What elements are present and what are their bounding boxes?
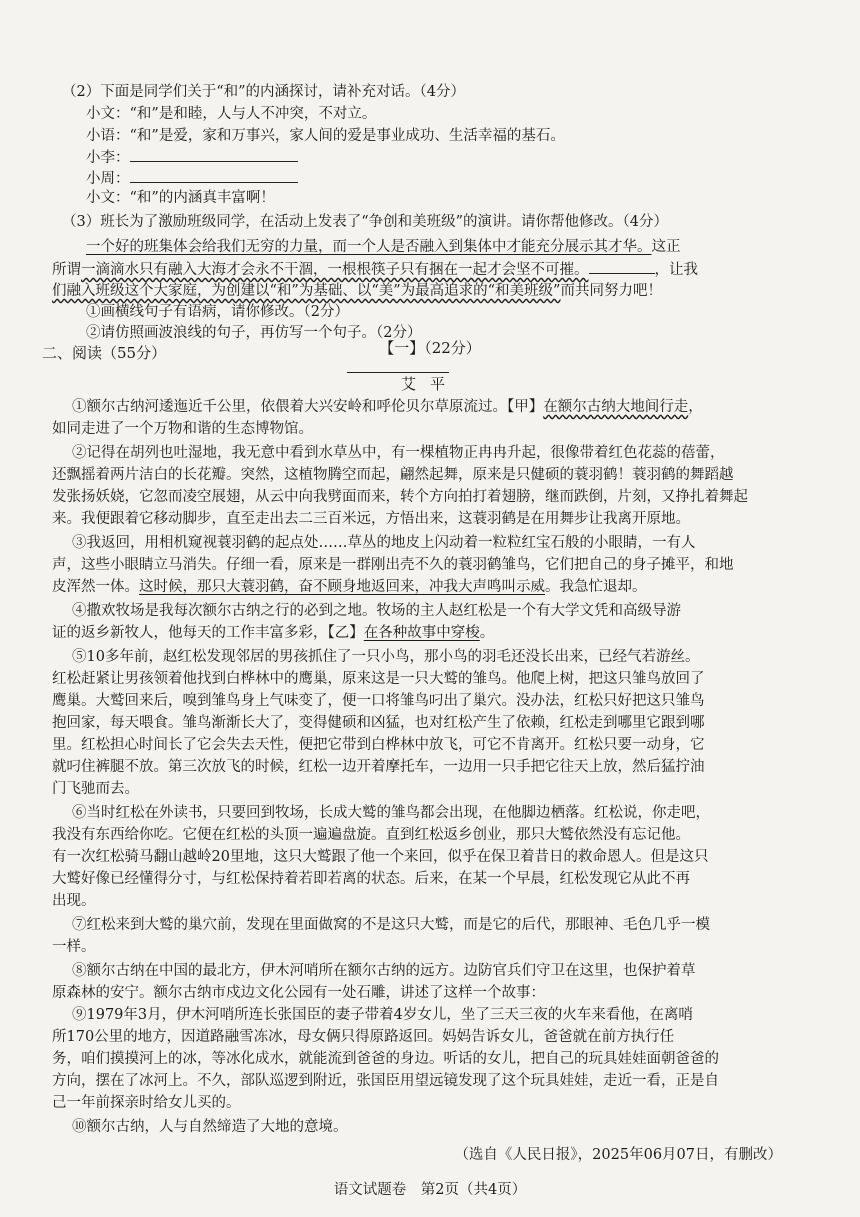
imitation-blank[interactable] [589, 259, 655, 274]
paragraph-3-line-2: 声，这些小眼睛立马消失。仔细一看，原来是一群刚出壳不久的蓑羽鹤雏鸟，它们把自己的身子摊平，和地 [52, 557, 734, 573]
speech-line-1 [86, 237, 681, 257]
paragraph-9-line-5: 己一年前探亲时给女儿买的。 [52, 1095, 241, 1111]
article-title: 艾平 [400, 375, 459, 393]
paragraph-6-line-3: 有一次红松骑马翻山越岭20里地，这只大鹫跟了他一个来回，似乎在保卫着昔日的救命恩人。但是这只 [52, 849, 709, 865]
heading-rule [347, 372, 449, 373]
q2-prompt: （2）下面是同学们关于“和”的内涵探讨，请补充对话。（4分） [62, 84, 466, 100]
paragraph-1-line-1 [72, 397, 703, 417]
speech-line-3 [52, 281, 662, 301]
dialog-xiaoli-row [86, 147, 298, 168]
paragraph-7-line-2: 一样。 [52, 939, 96, 955]
speech-line-2 [52, 259, 698, 280]
p3-text: 皮浑然一体。 [52, 579, 139, 595]
wavy-sentence: 一滴滴水只有融入大海才会永不干涸，一根根筷子只有捆在一起才会坚不可摧。 [81, 262, 589, 278]
dialog-xiaoli-label: 小李： [86, 150, 130, 166]
paragraph-5-line-2: 红松赶紧让男孩领着他找到白桦林中的鹰巢，原来这是一只大鹫的雏鸟。他爬上树，把这只雏鸟放回了 [52, 671, 705, 687]
paragraph-5-line-5: 里。红松担心时间长了它会失去天性，便把它带到白桦林中放飞，可它不肯离开。红松只要一动身，它 [52, 737, 705, 753]
paragraph-2-line-3: 发张扬妖娆，它忽而凌空展翅，从云中向我劈面而来，转个方向拍打着翅膀，继而跌倒，片刻，又挣扎着舞起 [52, 489, 748, 505]
paragraph-4-line-2 [52, 623, 494, 643]
p1-text: ①额尔古纳河逶迤近千公里，依偎着大兴安岭和呼伦贝尔草原流过。【甲】 [72, 399, 544, 415]
xiaozhou-answer-blank[interactable] [130, 168, 298, 183]
q3-prompt: （3）班长为了激励班级同学，在活动上发表了“争创和美班级”的演讲。请你帮他修改。（4分） [62, 214, 669, 230]
paragraph-3-line-3 [52, 577, 647, 597]
paragraph-5-line-1: ⑤10多年前，赵红松发现邻居的男孩抓住了一只小鸟，那小鸟的羽毛还没长出来，已经气若游丝。 [72, 649, 700, 665]
p4-underlined-phrase: 在各种故事中穿梭 [363, 625, 480, 641]
paragraph-5-line-4: 抱回家，每天喂食。雏鸟渐渐长大了，变得健硕和凶猛，也对红松产生了依赖，红松走到哪里它跟到哪 [52, 715, 705, 731]
speech-line-1-end: 这正 [651, 239, 681, 255]
underlined-sentence: 一个好的班集体会给我们无穷的力量，而一个人是否融入到集体中才能充分展示其才华。 [86, 239, 652, 255]
dialog-xiaowen-2: 小文：“和”的内涵真丰富啊！ [86, 190, 275, 206]
p4-text: 证的返乡新牧人，他每天的工作丰富多彩，【乙】 [52, 625, 364, 641]
paragraph-2-line-4: 来。我便跟着它移动脚步，直至走出去二三百米远，方悟出来，这蓑羽鹤是在用舞步让我离开原地。 [52, 511, 690, 527]
speech-line-2-end: ，让我 [654, 262, 698, 278]
paragraph-5-line-6: 就叼住裤腿不放。第三次放飞的时候，红松一边开着摩托车，一边用一只手把它往天上放，然后猛拧油 [52, 759, 705, 775]
p4-end: 。 [479, 625, 495, 641]
p1-wavy-phrase: 在额尔古纳大地间行走 [543, 399, 689, 415]
source-citation: （选自《人民日报》，2025年06月07日，有删改） [454, 1147, 782, 1163]
p1-comma: ， [688, 399, 703, 415]
paragraph-6-line-1: ⑥当时红松在外读书，只要回到牧场，长成大鹫的雏鸟都会出现，在他脚边栖落。红松说，你走吧， [72, 805, 710, 821]
paragraph-8-line-2: 原森林的安宁。额尔古纳市戍边文化公园有一处石雕，讲述了这样一个故事： [52, 985, 545, 1001]
paragraph-5-line-3: 鹰巢。大鹫回来后，嗅到雏鸟身上气味变了，便一口将雏鸟叼出了巢穴。没办法，红松只好把这只雏鸟 [52, 693, 705, 709]
paragraph-7-line-1: ⑦红松来到大鹫的巢穴前，发现在里面做窝的不是这只大鹫，而是它的后代，那眼神、毛色几乎一模 [72, 917, 710, 933]
paragraph-6-line-2: 我没有东西给你吃。它便在红松的头顶一遍遍盘旋。直到红松返乡创业，那只大鹫依然没有忘记他。 [52, 827, 690, 843]
paragraph-9-line-1: ⑨1979年3月，伊木河哨所连长张国臣的妻子带着4岁女儿，坐了三天三夜的火车来看他，在离哨 [72, 1007, 693, 1023]
paragraph-4-line-1: ④撒欢牧场是我每次额尔古纳之行的必到之地。牧场的主人赵红松是一个有大学文凭和高级导游 [72, 603, 681, 619]
q3-task-1: ①画横线句子有语病，请你修改。（2分） [86, 304, 349, 320]
paragraph-1-line-2: 如同走进了一个万物和谐的生态博物馆。 [52, 421, 313, 437]
paragraph-9-line-2: 所170公里的地方，因道路融雪冻冰，母女俩只得原路返回。妈妈告诉女儿，爸爸就在前方执行任 [52, 1029, 675, 1045]
paragraph-8-line-1: ⑧额尔古纳在中国的最北方，伊木河哨所在额尔古纳的远方。边防官兵们守卫在这里，也保护着草 [72, 963, 696, 979]
paragraph-2-line-1: ②记得在胡列也吐湿地，我无意中看到水草丛中，有一棵植物正冉冉升起，很像带着红色花蕊的蓓蕾， [72, 445, 725, 461]
dialog-xiaozhou-label: 小周： [86, 171, 130, 187]
p3-underlined-sentence: 这时候，那只大蓑羽鹤，奋不顾身地返回来，冲我大声鸣叫示威 [139, 579, 545, 595]
paragraph-6-line-5: 出现。 [52, 893, 96, 909]
speech-line-2-start: 所谓 [52, 262, 81, 278]
xiaoli-answer-blank[interactable] [130, 147, 298, 162]
paragraph-9-line-3: 务，咱们摸摸河上的冰，等冰化成水，就能流到爸爸的身边。听话的女儿，把自己的玩具娃娃面朝爸爸的 [52, 1051, 719, 1067]
dialog-xiaoyu: 小语：“和”是爱，家和万事兴，家人间的爱是事业成功、生活幸福的基石。 [86, 128, 565, 144]
page-footer: 语文试题卷 第2页（共4页） [333, 1182, 527, 1198]
paragraph-6-line-4: 大鹫好像已经懂得分寸，与红松保持着若即若离的状态。后来，在某一个早晨，红松发现它从此不再 [52, 871, 690, 887]
wavy-sentence-2: 们融入班级这个大家庭，为创建以“和”为基础、以“美”为最高追求的“和美班级” [52, 283, 561, 299]
dialog-xiaowen-1: 小文：“和”是和睦，人与人不冲突，不对立。 [86, 106, 377, 122]
speech-line-3-end: 而共同努力吧！ [560, 283, 662, 299]
part-heading: 【一】（22分） [379, 339, 481, 357]
q3-task-2: ②请仿照画波浪线的句子，再仿写一个句子。（2分） [86, 325, 422, 341]
paragraph-2-line-2: 还飘摇着两片洁白的长花瓣。突然，这植物腾空而起，翩然起舞，原来是只健硕的蓑羽鹤！蓑羽鹤的舞蹈越 [52, 467, 734, 483]
paragraph-3-line-1: ③我返回，用相机窥视蓑羽鹤的起点处……草丛的地皮上闪动着一粒粒红宝石般的小眼睛，一有人 [72, 535, 696, 551]
paragraph-9-line-4: 方向，摆在了冰河上。不久，部队巡逻到附近，张国臣用望远镜发现了这个玩具娃娃，走近一看，正是自 [52, 1073, 719, 1089]
dialog-xiaozhou-row [86, 168, 298, 189]
section-title: 二、阅读（55分） [42, 344, 167, 362]
paragraph-5-line-7: 门飞驰而去。 [52, 781, 139, 797]
p3-end: 。我急忙退却。 [545, 579, 647, 595]
paragraph-10: ⑩额尔古纳，人与自然缔造了大地的意境。 [72, 1119, 348, 1135]
